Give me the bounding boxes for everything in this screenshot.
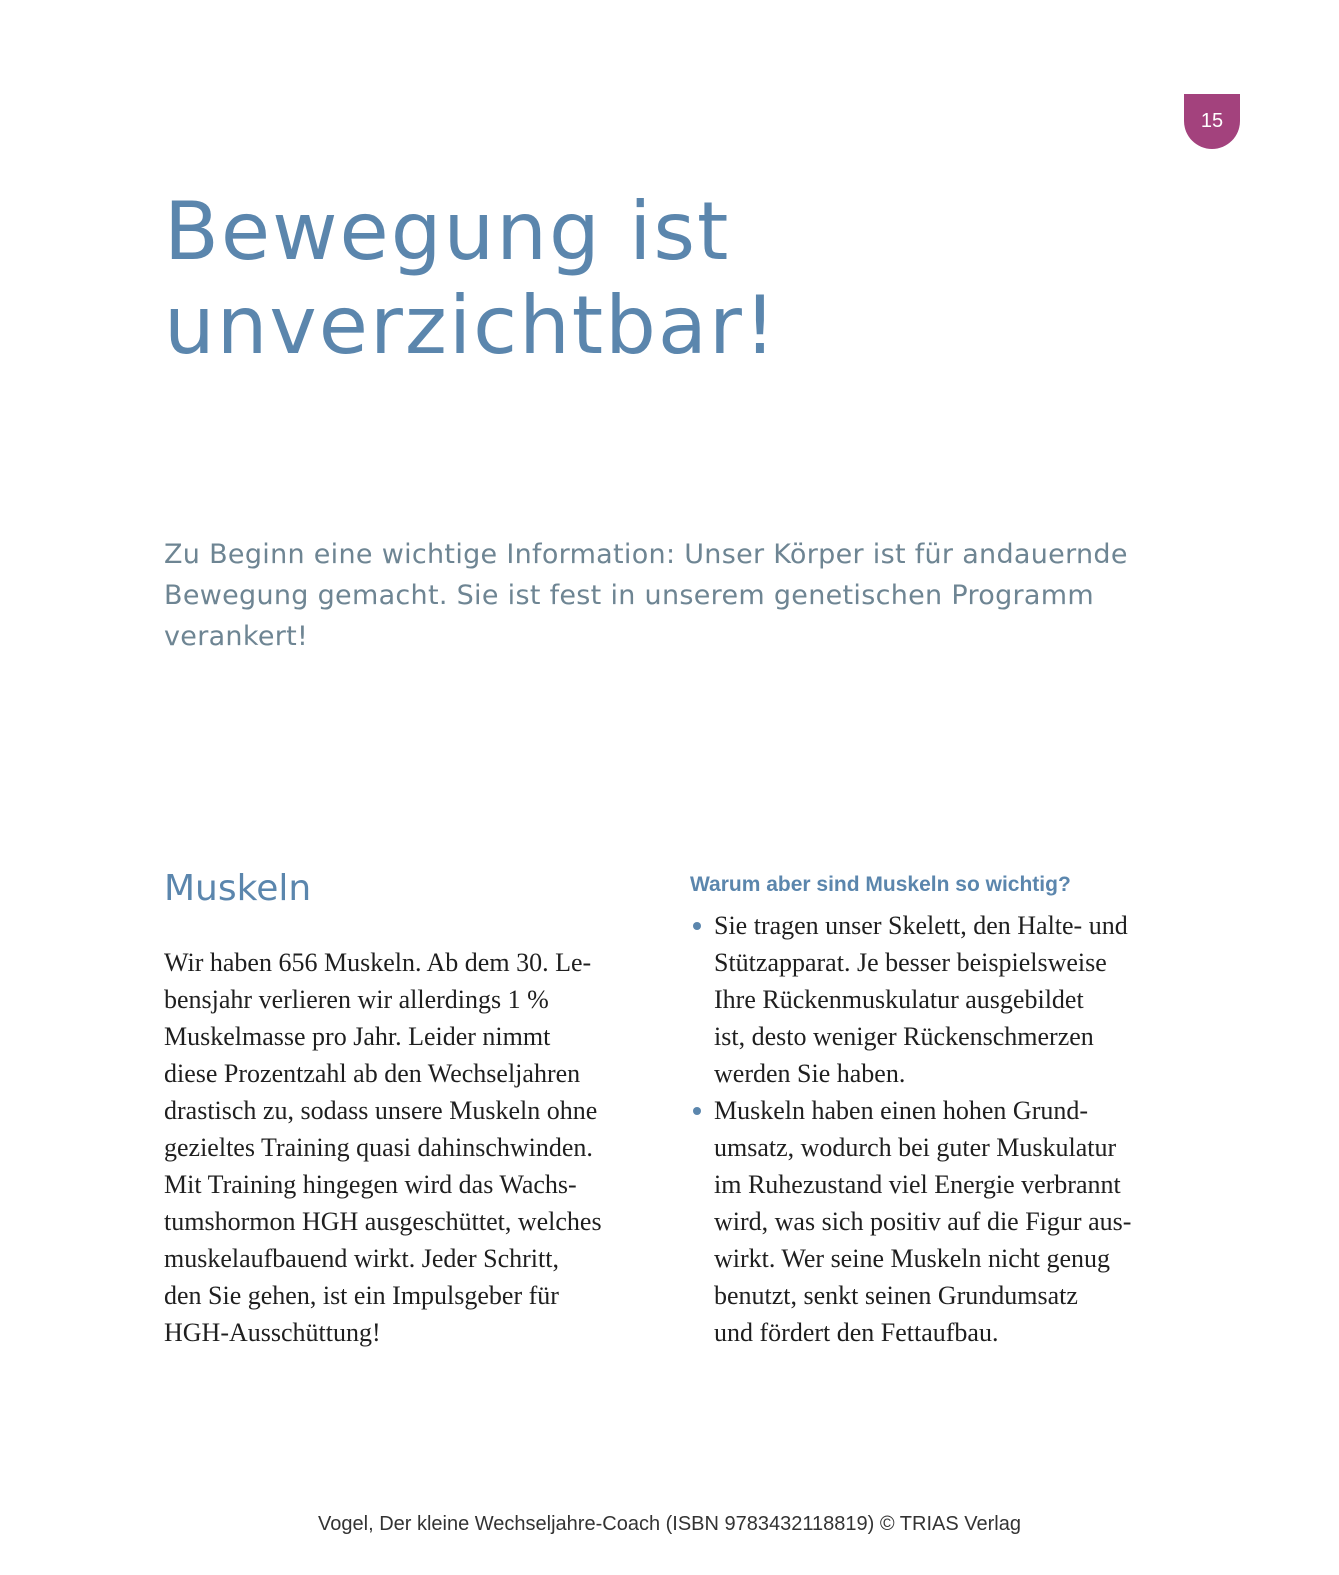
bullet-line: Sie tragen unser Skelett, den Halte- und xyxy=(714,911,1128,940)
bullet-item xyxy=(690,1092,1190,1351)
body-line: Wir haben 656 Muskeln. Ab dem 30. Le- xyxy=(164,948,592,977)
body-line: bensjahr verlieren wir allerdings 1 % xyxy=(164,985,549,1014)
intro-paragraph xyxy=(164,534,1174,657)
chapter-title-line: Bewegung ist xyxy=(164,185,731,278)
bullet-line: werden Sie haben. xyxy=(714,1059,906,1088)
bullet-line: ist, desto weniger Rückenschmerzen xyxy=(714,1022,1094,1051)
muskeln-body-text xyxy=(164,944,644,1351)
intro-line: Bewegung gemacht. Sie ist fest in unserem genetischen Programm xyxy=(164,580,1094,611)
body-line: gezieltes Training quasi dahinschwinden. xyxy=(164,1133,593,1162)
sidebar-heading: Warum aber sind Muskeln so wichtig? xyxy=(690,873,1071,896)
bullet-line: Stützapparat. Je besser beispielsweise xyxy=(714,948,1107,977)
body-line: Muskelmasse pro Jahr. Leider nimmt xyxy=(164,1022,551,1051)
bullet-line: umsatz, wodurch bei guter Muskulatur xyxy=(714,1133,1117,1162)
intro-line: verankert! xyxy=(164,621,309,652)
bullet-dot-icon xyxy=(693,1107,701,1115)
body-line: tumshormon HGH ausgeschüttet, welches xyxy=(164,1207,602,1236)
bullet-item xyxy=(690,907,1190,1092)
bullet-line: und fördert den Fettaufbau. xyxy=(714,1318,999,1347)
bullet-line: Ihre Rückenmuskulatur ausgebildet xyxy=(714,985,1084,1014)
page-number-badge: 15 xyxy=(1184,94,1240,149)
section-heading-muskeln: Muskeln xyxy=(164,868,312,909)
bullet-line: im Ruhezustand viel Energie verbrannt xyxy=(714,1170,1121,1199)
footer-citation: Vogel, Der kleine Wechseljahre-Coach (ISBN 9783432118819) © TRIAS Verlag xyxy=(318,1513,1021,1535)
bullet-line: wirkt. Wer seine Muskeln nicht genug xyxy=(714,1244,1111,1273)
reasons-bullet-list xyxy=(690,907,1190,1351)
bullet-dot-icon xyxy=(693,922,701,930)
intro-line: Zu Beginn eine wichtige Information: Unser Körper ist für andauernde xyxy=(164,539,1128,570)
body-line: drastisch zu, sodass unsere Muskeln ohne xyxy=(164,1096,598,1125)
chapter-title xyxy=(164,185,1064,373)
body-line: HGH-Ausschüttung! xyxy=(164,1318,381,1347)
chapter-title-line: unverzichtbar! xyxy=(164,279,778,372)
body-line: diese Prozentzahl ab den Wechseljahren xyxy=(164,1059,581,1088)
body-line: den Sie gehen, ist ein Impulsgeber für xyxy=(164,1281,559,1310)
body-line: muskelaufbauend wirkt. Jeder Schritt, xyxy=(164,1244,559,1273)
body-line: Mit Training hingegen wird das Wachs- xyxy=(164,1170,577,1199)
bullet-line: Muskeln haben einen hohen Grund- xyxy=(714,1096,1089,1125)
bullet-line: benutzt, senkt seinen Grundumsatz xyxy=(714,1281,1078,1310)
bullet-line: wird, was sich positiv auf die Figur aus- xyxy=(714,1207,1132,1236)
